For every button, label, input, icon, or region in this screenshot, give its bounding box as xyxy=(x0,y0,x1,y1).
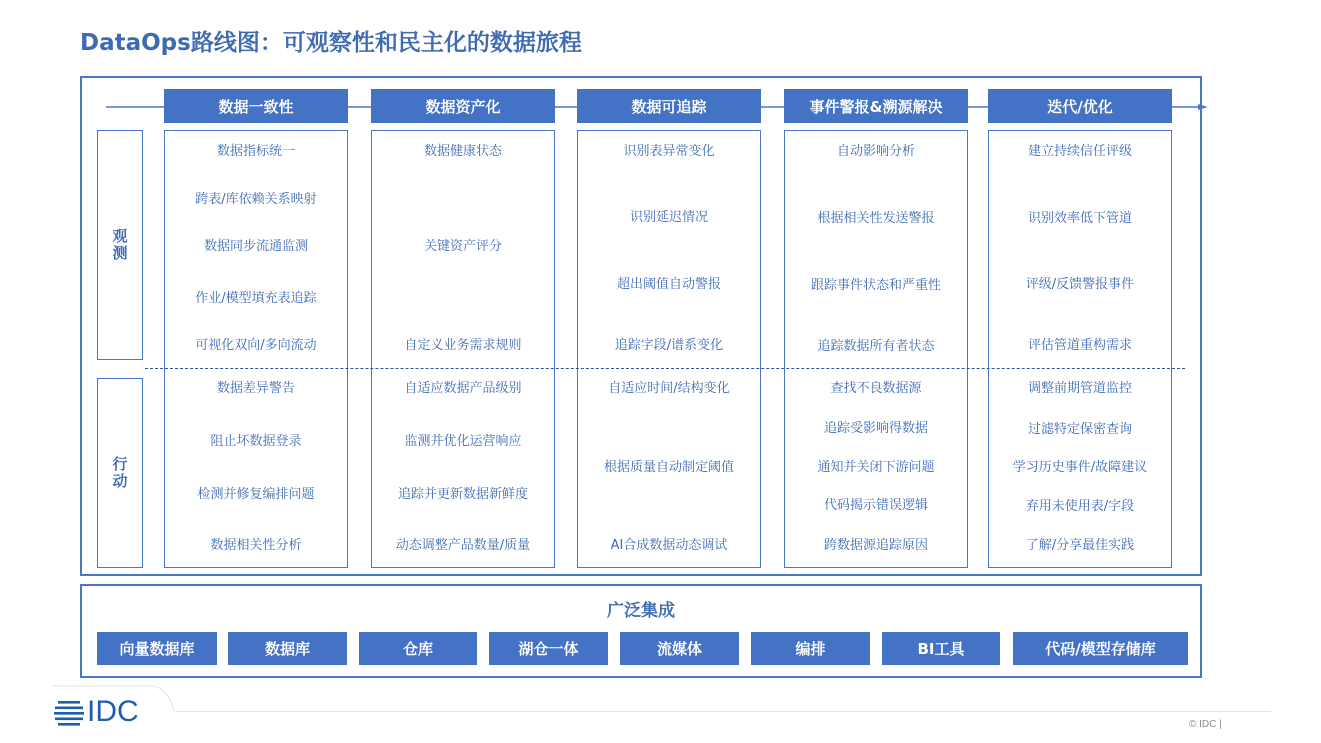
observe-item: 关键资产评分 xyxy=(423,239,502,254)
act-item: 自适应时间/结构变化 xyxy=(608,381,730,396)
phase-header-traceability: 数据可追踪 xyxy=(577,89,761,123)
act-item: 动态调整产品数量/质量 xyxy=(395,538,531,553)
page-title: DataOps路线图：可观察性和民主化的数据旅程 xyxy=(80,30,582,56)
act-item: 过滤特定保密查询 xyxy=(1027,422,1132,437)
tool-database: 数据库 xyxy=(228,632,347,665)
observe-item: 数据健康状态 xyxy=(423,144,502,159)
observe-item: 作业/模型填充表追踪 xyxy=(195,291,317,306)
copyright: © IDC | xyxy=(1189,719,1222,730)
tool-code-model-repo: 代码/模型存储库 xyxy=(1013,632,1188,665)
tool-warehouse: 仓库 xyxy=(359,632,477,665)
act-item: 代码揭示错误逻辑 xyxy=(823,498,928,513)
observe-item: 根据相关性发送警报 xyxy=(817,211,935,226)
observe-item: 追踪数据所有者状态 xyxy=(817,339,935,354)
act-item: 阻止坏数据登录 xyxy=(210,434,302,449)
observe-item: 识别表异常变化 xyxy=(623,144,715,159)
observe-item: 识别效率低下管道 xyxy=(1027,211,1132,226)
act-item: 数据差异警告 xyxy=(216,381,295,396)
act-item: AI合成数据动态调试 xyxy=(610,538,728,553)
act-item: 了解/分享最佳实践 xyxy=(1025,538,1135,553)
integration-title: 广泛集成 xyxy=(607,601,675,621)
row-label-act: 行动 xyxy=(97,378,143,568)
tool-streaming: 流媒体 xyxy=(620,632,739,665)
observe-item: 评级/反馈警报事件 xyxy=(1025,277,1135,292)
observe-item: 追踪字段/谱系变化 xyxy=(614,338,724,353)
row-label-observe: 观测 xyxy=(97,130,143,360)
observe-item: 自动影响分析 xyxy=(836,144,915,159)
phase-header-iteration: 迭代/优化 xyxy=(988,89,1172,123)
tool-bi: BI工具 xyxy=(882,632,1000,665)
act-item: 数据相关性分析 xyxy=(210,538,302,553)
observe-item: 可视化双向/多向流动 xyxy=(195,338,317,353)
act-item: 通知并关闭下游问题 xyxy=(817,460,935,475)
idc-logo xyxy=(54,696,139,728)
observe-item: 超出阈值自动警报 xyxy=(616,277,721,292)
act-item: 根据质量自动制定阈值 xyxy=(603,460,734,475)
act-item: 自适应数据产品级别 xyxy=(404,381,522,396)
act-item: 跨数据源追踪原因 xyxy=(823,538,928,553)
observe-item: 评估管道重构需求 xyxy=(1027,338,1132,353)
phase-header-assetization: 数据资产化 xyxy=(371,89,555,123)
observe-item: 自定义业务需求规则 xyxy=(404,338,522,353)
observe-act-divider xyxy=(145,368,1185,371)
act-item: 调整前期管道监控 xyxy=(1027,381,1132,396)
globe-icon xyxy=(54,698,84,726)
act-item: 查找不良数据源 xyxy=(830,381,922,396)
act-item: 监测并优化运营响应 xyxy=(404,434,522,449)
observe-item: 数据指标统一 xyxy=(216,144,295,159)
tool-lakehouse: 湖仓一体 xyxy=(489,632,608,665)
act-item: 弃用未使用表/字段 xyxy=(1025,499,1135,514)
observe-item: 跨表/库依赖关系映射 xyxy=(195,192,317,207)
observe-item: 识别延迟情况 xyxy=(629,210,708,225)
act-item: 检测并修复编排问题 xyxy=(197,487,315,502)
observe-item: 建立持续信任评级 xyxy=(1027,144,1132,159)
phase-header-incident-resolution: 事件警报&溯源解决 xyxy=(784,89,968,123)
observe-item: 跟踪事件状态和严重性 xyxy=(810,278,941,293)
act-item: 追踪并更新数据新鲜度 xyxy=(397,487,528,502)
phase-header-consistency: 数据一致性 xyxy=(164,89,348,123)
act-item: 追踪受影响得数据 xyxy=(823,421,928,436)
observe-item: 数据同步流通监测 xyxy=(203,239,308,254)
logo-text: IDC xyxy=(87,695,139,728)
tool-vector-db: 向量数据库 xyxy=(97,632,217,665)
tool-orchestration: 编排 xyxy=(751,632,870,665)
act-item: 学习历史事件/故障建议 xyxy=(1012,460,1148,475)
footer-line xyxy=(175,711,1271,712)
